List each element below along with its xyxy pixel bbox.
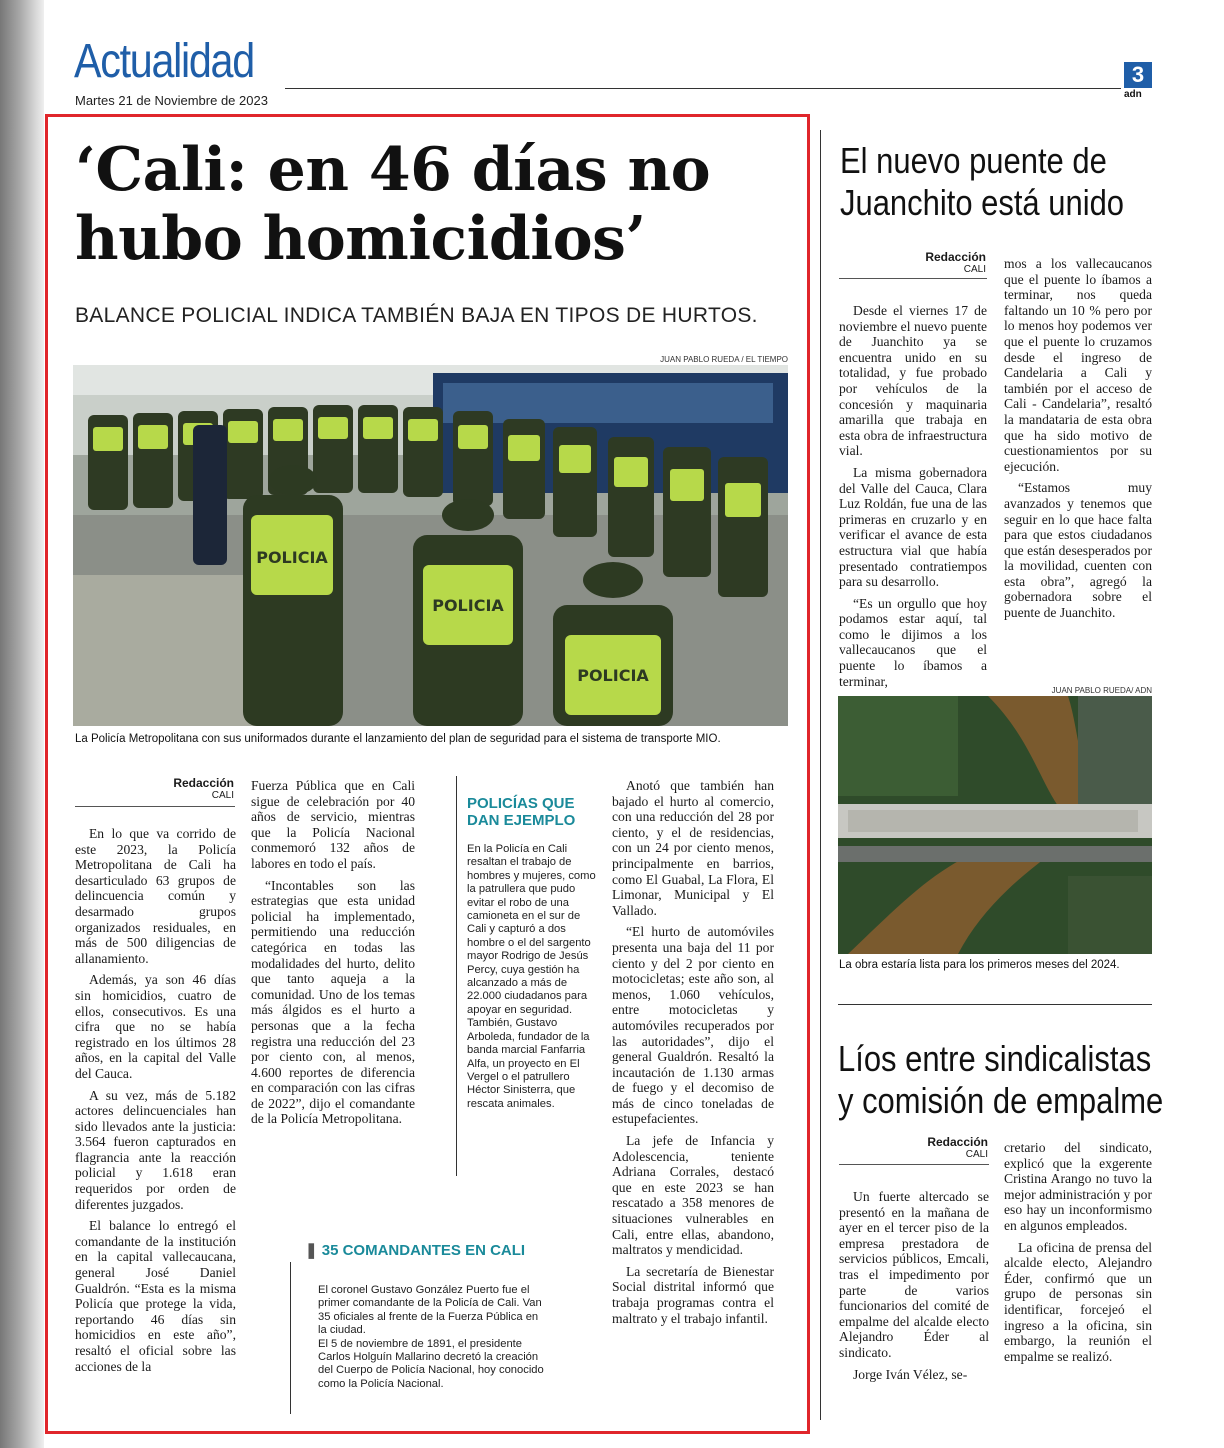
paragraph: “Estamos muy avanzados y tenemos que seguir en lo que hace falta para que estos ciudadanos que están desesperados por la movilidad, cuenten con esta obra”, agregó la gobernadora sobre el puente de Juanchito.: [1004, 480, 1152, 621]
bridge-aerial-photo: [838, 696, 1152, 954]
photo-caption: La obra estaría lista para los primeros meses del 2024.: [839, 959, 1120, 971]
byline-name: Redacción: [927, 1135, 988, 1149]
paragraph: A su vez, más de 5.182 actores delincuenciales han sido llevados ante la justicia: 3.564 fueron capturados en flagrancia ante la reacción policial y 1.618 eran requeridos por orden de diferentes juzgados.: [75, 1087, 236, 1212]
svg-text:POLICIA: POLICIA: [256, 548, 328, 567]
story3-byline: [880, 1135, 988, 1160]
svg-text:POLICIA: POLICIA: [577, 666, 649, 685]
byline-name: Redacción: [925, 250, 986, 264]
story2-byline: [880, 250, 986, 275]
paragraph: Un fuerte altercado se presentó en la mañana de ayer en el tercer piso de la empresa prestadora de servicios públicos, Emcali, tras el impedimento por parte de varios funcionarios del comité de empalme del alcalde electo Alejandro Éder al sindicato.: [839, 1189, 989, 1360]
paragraph: La jefe de Infancia y Adolescencia, teniente Adriana Corrales, destacó que en este 2023 se han rescatado a 358 menores de situaciones vulnerables en Cali, entre ellas, abandono, maltratos y mendicidad.: [612, 1133, 774, 1258]
page-number: 3: [1124, 62, 1152, 88]
byline-rule: [75, 806, 235, 807]
byline-city: CALI: [963, 264, 986, 275]
sidebar-title: POLICÍAS QUE DAN EJEMPLO: [467, 795, 576, 829]
story-separator: [838, 1004, 1152, 1005]
photo-credit: JUAN PABLO RUEDA/ ADN: [1051, 686, 1152, 695]
sidebar-comandantes: [305, 1242, 545, 1391]
quote-mark-icon: ❚: [305, 1242, 318, 1259]
headline: [75, 136, 795, 274]
byline: [110, 776, 234, 801]
story3-column-b: [1004, 1140, 1152, 1364]
sidebar-policias: [467, 795, 597, 1111]
article-column-2: [251, 778, 415, 1127]
column-divider: [820, 130, 821, 1420]
article-column-4: [612, 778, 774, 1326]
svg-text:POLICIA: POLICIA: [432, 596, 504, 615]
paragraph: cretario del sindicato, explicó que la exgerente Cristina Arango no tuvo la mejor administración y por eso hay un inconformismo en algunos empleados.: [1004, 1140, 1152, 1233]
paragraph: Jorge Iván Vélez, se-: [853, 1366, 968, 1382]
paragraph: “Incontables son las estrategias que esta unidad policial ha implementado, permitiendo una reducción categórica en todas las modalidades del hurto, delito que tanto aqueja a la comunidad. Uno de los temas más álgidos es el hurto a personas que a la fecha registra una reducción del 23 por ciento con, al menos, 4.600 reportes de diferencia en comparación con las cifras de 2022”, dijo el comandante de la Policía Metropolitana.: [251, 877, 415, 1127]
photo-caption: La Policía Metropolitana con sus uniformados durante el lanzamiento del plan de seguridad para el sistema de transporte MIO.: [75, 733, 721, 745]
paragraph: La secretaría de Bienestar Social distrital informó que trabaja programas contra el maltrato y el trabajo infantil.: [612, 1263, 774, 1326]
paragraph: La oficina de prensa del alcalde electo, Alejandro Éder, confirmó que un grupo de personas sin identificar, forcejeó el ingreso a la oficina, sin embargo, la reunión el empalme se realizó.: [1004, 1239, 1152, 1364]
paragraph: “El hurto de automóviles presenta una baja del 11 por ciento y del 2 por ciento en motocicletas; este año son, al menos, 1.060 vehículos, entre motocicletas y automóviles recuperados por las autoridades”, dijo el general Gualdrón. Resaltó la incautación de 1.130 armas de fuego y el decomiso de más de cinco toneladas de estupefacientes.: [612, 924, 774, 1127]
header-rule: [285, 88, 1121, 89]
paragraph: “Es un orgullo que hoy podamos estar aquí, tal como le dijimos a los vallecaucanos que el puente lo íbamos a terminar,: [839, 595, 987, 689]
paragraph: Además, ya son 46 días sin homicidios, cuatro de ellos, consecutivos. Es una cifra que no se había registrado en los últimos 28 años, en la capital del Valle del Cauca.: [75, 972, 236, 1081]
byline-rule: [839, 278, 987, 279]
sidebar-rule: [456, 776, 457, 1176]
article-column-1: [75, 826, 236, 1374]
story2-column-b: [1004, 256, 1152, 621]
story3-title: Líos entre sindicalistas y comisión de empalme: [838, 1038, 1164, 1121]
sidebar-body: El 5 de noviembre de 1891, el presidente Carlos Holguín Mallarino decretó la creación del Cuerpo de Policía Nacional, hoy conocido como la Policía Nacional.: [318, 1337, 544, 1390]
sidebar2-rule: [290, 1262, 291, 1414]
paragraph: mos a los vallecaucanos que el puente lo íbamos a terminar, nos queda faltando un 10 % pero por lo menos hoy podemos ver que el puente lo cruzamos desde el ingreso de Candelaria a Cali y también por el acceso de Cali - Candelaria”, resaltó la mandataria de esta obra que ha sido motivo de cuestionamientos por su ejecución.: [1004, 256, 1152, 474]
story3-column-a: [839, 1189, 989, 1382]
byline-city: CALI: [211, 790, 234, 801]
sidebar-title: 35 COMANDANTES EN CALI: [321, 1242, 526, 1259]
brand-logo: adn: [1124, 89, 1142, 100]
sidebar-body: En la Policía en Cali resaltan el trabajo de hombres y mujeres, como la patrullera que pudo evitar el robo de una camioneta en el sur de Cali y capturó a dos hombre o el del sargento mayor Rodrigo de Jesús Percy, cuya gestión ha alcanzado a más de 22.000 ciudadanos para apoyar en seguridad. También, Gustavo Arboleda, fundador de la banda marcial Fanfarria Alfa, un proyecto en El Vergel o el patrullero Héctor Sinisterra, que rescata animales.: [467, 843, 596, 1110]
page-spine-shadow: [0, 0, 44, 1448]
headline-line-2: hubo homicidios’: [75, 204, 646, 274]
byline-name: Redacción: [173, 776, 234, 790]
paragraph: La misma gobernadora del Valle del Cauca, Clara Luz Roldán, fue una de las primeras en cruzarlo y en verificar el avance de esta estructura vial que había presentado contratiempos para su desarrollo.: [839, 464, 987, 590]
paragraph: Fuerza Pública que en Cali sigue de celebración por 40 años de servicio, mientras que la Policía Nacional conmemoró 132 años de labores en todo el país.: [251, 778, 415, 871]
photo-credit: JUAN PABLO RUEDA / EL TIEMPO: [660, 355, 788, 364]
story2-title: El nuevo puente de Juanchito está unido: [840, 140, 1125, 223]
police-formation-photo: [73, 365, 788, 726]
deck: BALANCE POLICIAL INDICA TAMBIÉN BAJA EN TIPOS DE HURTOS.: [75, 304, 758, 327]
section-title: Actualidad: [74, 35, 254, 88]
byline-city: CALI: [965, 1149, 988, 1160]
paragraph: En lo que va corrido de este 2023, la Policía Metropolitana de Cali ha desarticulado 63 grupos de delincuencia común y desarmado grupos organizados residuales, en más de 500 diligencias de allanamiento.: [75, 826, 236, 966]
issue-date: Martes 21 de Noviembre de 2023: [75, 93, 268, 108]
story2-column-a: [839, 303, 987, 689]
paragraph: Anotó que también han bajado el hurto al comercio, con una reducción del 28 por ciento, y el de residencias, con un 24 por ciento menos, principalmente en barrios, como El Guabal, La Flora, El Limonar, Municipal y El Vallado.: [612, 778, 774, 918]
sidebar-body: El coronel Gustavo González Puerto fue el primer comandante de la Policía de Cali. Van 35 oficiales al frente de la Fuerza Pública en la ciudad.: [318, 1284, 542, 1337]
paragraph: El balance lo entregó el comandante de la institución en la capital vallecaucana, general José Daniel Gualdrón. “Esta es la misma Policía que protege la vida, reportando 46 días sin homicidios en este año”, resaltó el oficial sobre las acciones de la: [75, 1218, 236, 1374]
paragraph: Desde el viernes 17 de noviembre el nuevo puente de Juanchito ya se encuentra unido en su totalidad, y fue probado por vehículos de la concesión y maquinaria amarilla que trabaja en esta obra de infraestructura vial.: [839, 303, 987, 459]
headline-line-1: ‘Cali: en 46 días no: [75, 135, 711, 205]
byline-rule: [839, 1164, 989, 1165]
